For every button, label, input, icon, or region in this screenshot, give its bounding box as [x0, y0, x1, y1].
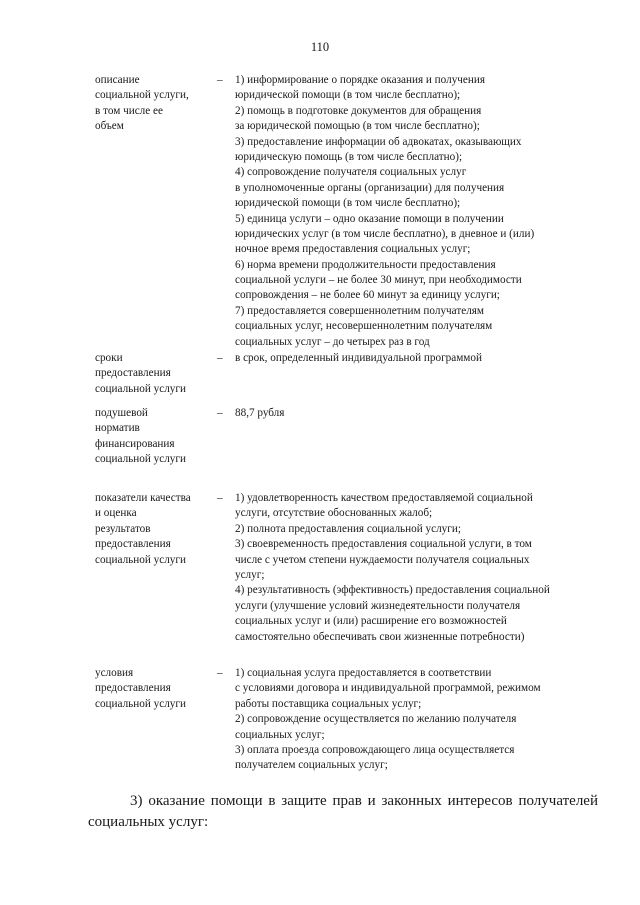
- desc-line: юридическую помощь (в том числе бесплатно);: [235, 150, 463, 163]
- desc-line: социальных услуг, несовершеннолетним получателям: [235, 320, 493, 333]
- row-label: [95, 406, 217, 468]
- desc-line: 4) сопровождение получателя социальных услуг: [235, 166, 467, 179]
- paragraph-line-2: социальных услуг:: [88, 814, 209, 830]
- label-line: объем: [95, 120, 124, 133]
- desc-line: 1) удовлетворенность качеством предоставляемой социальной: [235, 492, 533, 504]
- label-line: предоставления: [95, 538, 171, 551]
- row-description-text: [235, 406, 580, 421]
- label-line: условия: [95, 667, 134, 679]
- label-line: предоставления: [95, 682, 171, 695]
- desc-line: 3) предоставление информации об адвокатах, оказывающих: [235, 135, 522, 148]
- row-description-text: [235, 351, 580, 366]
- label-line: социальной услуги,: [95, 89, 189, 102]
- desc-line: услуги (улучшение условий жизнедеятельности получателя: [235, 599, 521, 612]
- row-label: [95, 491, 217, 568]
- label-line: финансирования: [95, 437, 175, 450]
- label-line: предоставления: [95, 367, 171, 380]
- row-description-text: [235, 73, 580, 350]
- row-label: [95, 666, 217, 712]
- desc-line: социальной услуги – не более 30 минут, при необходимости: [235, 274, 522, 287]
- page-number: 110: [310, 40, 330, 54]
- label-line: социальной услуги: [95, 453, 186, 466]
- desc-line: 3) оплата проезда сопровождающего лица осуществляется: [235, 743, 515, 756]
- paragraph-line-1: 3) оказание помощи в защите прав и законных интересов получателей: [130, 793, 598, 809]
- desc-line: 88,7 рубля: [235, 407, 285, 419]
- desc-line: 5) единица услуги – одно оказание помощи в получении: [235, 212, 504, 225]
- desc-line: социальных услуг;: [235, 728, 325, 741]
- desc-line: за юридической помощью (в том числе бесплатно);: [235, 120, 480, 133]
- label-line: показатели качества: [95, 492, 191, 504]
- desc-line: в уполномоченные органы (организации) для получения: [235, 181, 505, 194]
- label-line: подушевой: [95, 407, 148, 419]
- label-line: описание: [95, 74, 140, 86]
- row-description-text: [235, 666, 580, 774]
- desc-line: 4) результативность (эффективность) предоставления социальной: [235, 584, 550, 597]
- desc-line: работы поставщика социальных услуг;: [235, 697, 422, 710]
- desc-line: 1) информирование о порядке оказания и получения: [235, 74, 486, 86]
- desc-line: юридической помощи (в том числе бесплатно);: [235, 197, 461, 210]
- desc-line: социальных услуг – до четырех раз в год: [235, 335, 430, 348]
- desc-line: 6) норма времени продолжительности предоставления: [235, 258, 496, 271]
- desc-line: 2) помощь в подготовке документов для обращения: [235, 104, 482, 117]
- label-line: сроки: [95, 352, 123, 364]
- desc-line: 2) полнота предоставления социальной услуги;: [235, 522, 461, 535]
- desc-line: 3) своевременность предоставления социальной услуги, в том: [235, 538, 532, 551]
- label-line: социальной услуги: [95, 697, 186, 710]
- label-line: в том числе ее: [95, 104, 163, 117]
- dash: –: [217, 352, 223, 364]
- label-line: и оценка: [95, 507, 137, 520]
- desc-line: ночное время предоставления социальных услуг;: [235, 243, 471, 256]
- desc-line: числе с учетом степени нуждаемости получателя социальных: [235, 553, 530, 566]
- desc-line: 7) предоставляется совершеннолетним получателям: [235, 304, 484, 317]
- label-line: норматив: [95, 422, 140, 435]
- desc-line: 2) сопровождение осуществляется по желанию получателя: [235, 713, 517, 726]
- desc-line: в срок, определенный индивидуальной программой: [235, 352, 482, 364]
- label-line: социальной услуги: [95, 382, 186, 395]
- desc-line: услуг;: [235, 568, 265, 581]
- desc-line: услуги, отсутствие обоснованных жалоб;: [235, 507, 433, 520]
- desc-line: получателем социальных услуг;: [235, 759, 388, 772]
- dash: –: [217, 667, 223, 679]
- dash: –: [217, 74, 223, 86]
- desc-line: с условиями договора и индивидуальной программой, режимом: [235, 682, 541, 695]
- desc-line: социальных услуг и (или) расширение его возможностей: [235, 615, 507, 628]
- label-line: результатов: [95, 522, 151, 535]
- desc-line: юридической помощи (в том числе бесплатно);: [235, 89, 461, 102]
- section-paragraph: [88, 791, 598, 833]
- desc-line: сопровождения – не более 60 минут за единицу услуги;: [235, 289, 500, 302]
- row-description-text: [235, 491, 580, 645]
- desc-line: юридических услуг (в том числе бесплатно), в дневное и (или): [235, 227, 535, 240]
- row-label: [95, 73, 217, 135]
- label-line: социальной услуги: [95, 553, 186, 566]
- desc-line: самостоятельно обеспечивать свои жизненные потребности): [235, 630, 525, 643]
- dash: –: [217, 492, 223, 504]
- desc-line: 1) социальная услуга предоставляется в соответствии: [235, 667, 492, 679]
- dash: –: [217, 407, 223, 419]
- row-label: [95, 351, 217, 397]
